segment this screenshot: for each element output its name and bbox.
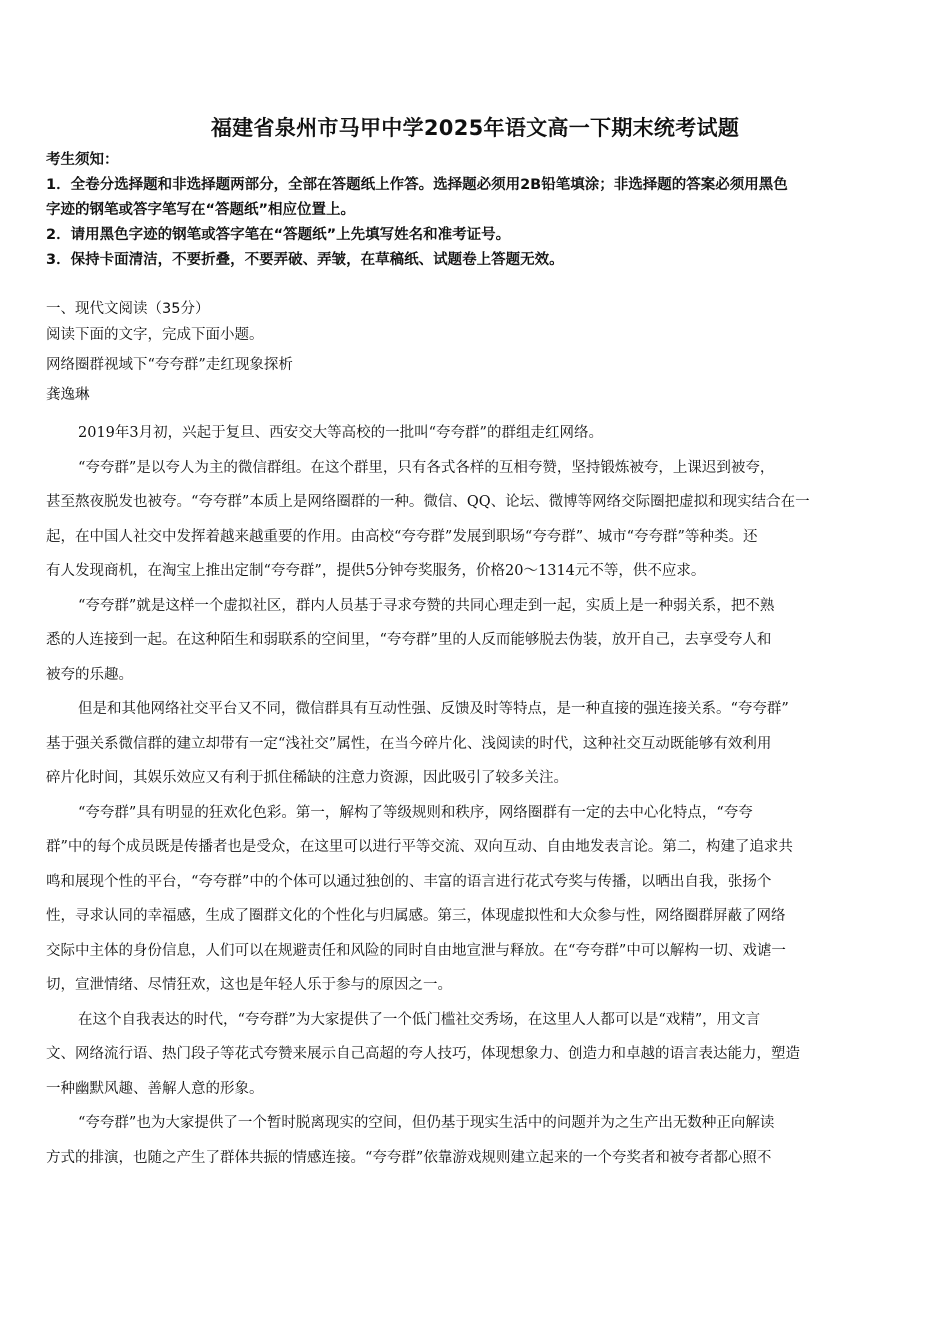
notice-line: 3．保持卡面清洁，不要折叠，不要弄破、弄皱，在草稿纸、试题卷上答题无效。 <box>46 252 564 268</box>
article-line: 文、网络流行语、热门段子等花式夸赞来展示自己高超的夸人技巧，体现想象力、创造力和卓越的语言表达能力，塑造 <box>46 1046 800 1062</box>
section-heading: 一、现代文阅读（35分） <box>46 301 210 317</box>
notice-heading: 考生须知： <box>46 152 119 168</box>
article-line: 基于强关系微信群的建立却带有一定“浅社交”属性，在当今碎片化、浅阅读的时代，这种社交互动既能够有效利用 <box>46 735 772 752</box>
article-body <box>46 416 906 1175</box>
notice-line: 1．全卷分选择题和非选择题两部分，全部在答题纸上作答。选择题必须用2B铅笔填涂；非选择题的答案必须用黑色 <box>46 177 788 193</box>
section-instruction: 阅读下面的文字，完成下面小题。 <box>46 327 264 343</box>
article-line: 一种幽默风趣、善解人意的形象。 <box>46 1080 264 1097</box>
article-line: “夸夸群”具有明显的狂欢化色彩。第一，解构了等级规则和秩序，网络圈群有一定的去中心化特点，“夸夸 <box>78 804 753 821</box>
candidate-notice <box>46 148 906 273</box>
article-author: 龚逸琳 <box>46 387 90 403</box>
article-line: 被夸的乐趣。 <box>46 666 133 683</box>
article-line: 悉的人连接到一起。在这种陌生和弱联系的空间里，“夸夸群”里的人反而能够脱去伪装，放开自己，去享受夸人和 <box>46 632 772 648</box>
notice-line: 2．请用黑色字迹的钢笔或答字笔在“答题纸”上先填写姓名和准考证号。 <box>46 227 511 243</box>
article-line: “夸夸群”是以夸人为主的微信群组。在这个群里，只有各式各样的互相夸赞，坚持锻炼被夸，上课迟到被夸， <box>78 459 775 476</box>
article-line: 有人发现商机，在淘宝上推出定制“夸夸群”，提供5分钟夸奖服务，价格20～1314元不等，供不应求。 <box>46 563 706 579</box>
article-title: 网络圈群视域下“夸夸群”走红现象探析 <box>46 357 293 373</box>
article-line: 群”中的每个成员既是传播者也是受众，在这里可以进行平等交流、双向互动、自由地发表言论。第二，构建了追求共 <box>46 839 793 855</box>
article-line: “夸夸群”也为大家提供了一个暂时脱离现实的空间，但仍基于现实生活中的问题并为之生产出无数种正向解读 <box>78 1115 775 1131</box>
article-line: 碎片化时间，其娱乐效应又有利于抓住稀缺的注意力资源，因此吸引了较多关注。 <box>46 770 568 786</box>
section-heading-block <box>46 297 906 322</box>
notice-line: 字迹的钢笔或答字笔写在“答题纸”相应位置上。 <box>46 202 356 218</box>
article-line: 2019年3月初，兴起于复旦、西安交大等高校的一批叫“夸夸群”的群组走红网络。 <box>78 425 603 441</box>
article-line: 在这个自我表达的时代，“夸夸群”为大家提供了一个低门槛社交秀场，在这里人人都可以是“戏精”，用文言 <box>78 1011 761 1028</box>
article-line: 交际中主体的身份信息，人们可以在规避责任和风险的同时自由地宣泄与释放。在“夸夸群”中可以解构一切、戏谑一 <box>46 942 786 959</box>
article-line: 切，宣泄情绪、尽情狂欢，这也是年轻人乐于参与的原因之一。 <box>46 977 452 993</box>
article-line: 鸣和展现个性的平台，“夸夸群”中的个体可以通过独创的、丰富的语言进行花式夸奖与传播，以晒出自我，张扬个 <box>46 873 772 890</box>
article-line: 起，在中国人社交中发挥着越来越重要的作用。由高校“夸夸群”发展到职场“夸夸群”、城市“夸夸群”等种类。还 <box>46 528 758 545</box>
article-line: 但是和其他网络社交平台又不同，微信群具有互动性强、反馈及时等特点，是一种直接的强连接关系。“夸夸群” <box>78 701 789 717</box>
article-line: 方式的排演，也随之产生了群体共振的情感连接。“夸夸群”依靠游戏规则建立起来的一个夸奖者和被夸者都心照不 <box>46 1149 772 1166</box>
article-line: 性，寻求认同的幸福感，生成了圈群文化的个性化与归属感。第三，体现虚拟性和大众参与性，网络圈群屏蔽了网络 <box>46 908 786 924</box>
article-line: 甚至熬夜脱发也被夸。“夸夸群”本质上是网络圈群的一种。微信、QQ、论坛、微博等网络交际圈把虚拟和现实结合在一 <box>46 494 810 510</box>
article-line: “夸夸群”就是这样一个虚拟社区，群内人员基于寻求夸赞的共同心理走到一起，实质上是一种弱关系，把不熟 <box>78 597 775 614</box>
exam-title: 福建省泉州市马甲中学2025年语文高一下期末统考试题 <box>210 116 740 140</box>
reading-intro <box>46 320 906 410</box>
